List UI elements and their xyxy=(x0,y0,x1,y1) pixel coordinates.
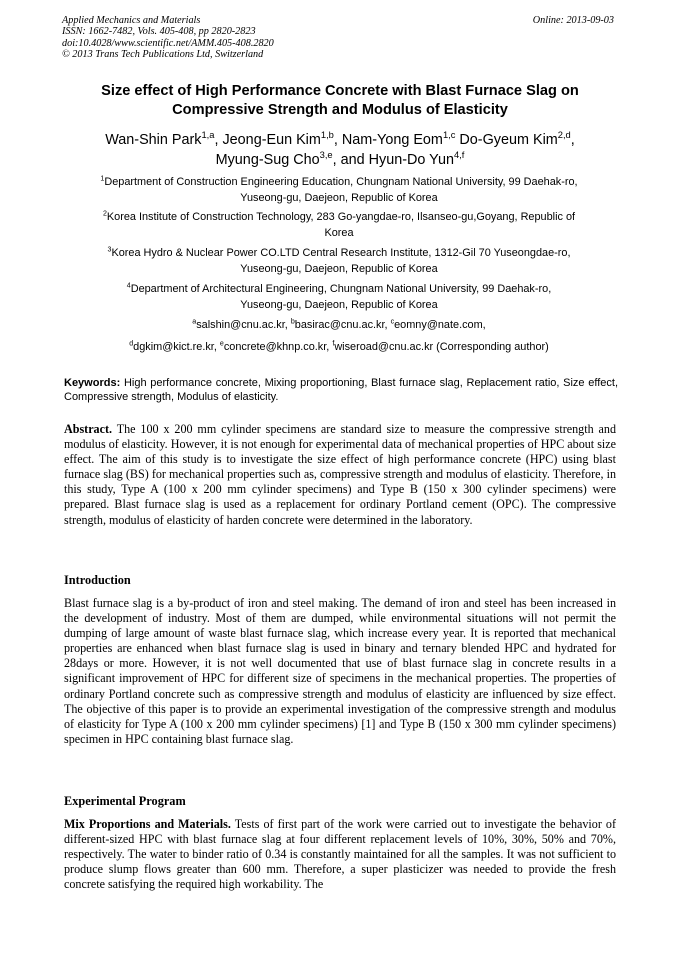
affiliation-line: Korea xyxy=(324,227,354,239)
affiliation-2 xyxy=(56,209,622,241)
author-name: Nam-Yong Eom xyxy=(341,132,443,148)
author-name: Hyun-Do Yun xyxy=(368,151,454,168)
email-line xyxy=(56,317,622,333)
online-date: Online: 2013-09-03 xyxy=(532,15,614,26)
abstract-label: Abstract. xyxy=(64,422,113,436)
affiliation-1 xyxy=(56,174,622,206)
author-affiliation-mark: 1,b xyxy=(320,130,334,141)
affiliation-line xyxy=(56,209,622,225)
paper-title-line: Size effect of High Performance Concrete with Blast Furnace Slag on xyxy=(101,83,579,99)
journal-header xyxy=(62,15,274,60)
email-list xyxy=(56,317,622,355)
paper-title xyxy=(50,82,630,120)
affiliation-line: Yuseong-gu, Daejeon, Republic of Korea xyxy=(240,299,438,311)
email-mark: b xyxy=(290,317,295,326)
paper-title-line: Compressive Strength and Modulus of Elasticity xyxy=(172,102,508,118)
author-line xyxy=(40,131,640,151)
keywords-text: High performance concrete, Mixing proportioning, Blast furnace slag, Replacement ratio, Size effect, Compressive strength, Modulus of elasticity. xyxy=(64,377,618,404)
journal-copyright: © 2013 Trans Tech Publications Ltd, Switzerland xyxy=(62,48,264,60)
journal-name: Applied Mechanics and Materials xyxy=(62,15,201,26)
email-mark: d xyxy=(129,339,134,348)
email-mark: a xyxy=(192,317,197,326)
author-affiliation-mark: 1,a xyxy=(201,130,215,141)
affiliation-line xyxy=(56,245,622,261)
author-affiliation-mark: 1,c xyxy=(442,130,456,141)
author-separator: , and xyxy=(332,151,369,168)
keywords-label: Keywords: xyxy=(64,377,121,389)
author-name: Myung-Sug Cho xyxy=(215,151,320,168)
email-address: concrete@khnp.co.kr, xyxy=(223,341,333,353)
subsection-heading: Mix Proportions and Materials. xyxy=(64,817,231,831)
abstract-text: The 100 x 200 mm cylinder specimens are standard size to measure the compressive strength and modulus of elasticity. However, it is not enough for experimental data of mechanical properties of HPC about size effect. The aim of this study is to investigate the size effect of high performance concrete (HPC) using blast furnace slag (BS) for mechanical properties such as, compressive strength and modulus of elasticity. Therefore, in this study, Type A (100 x 200 mm cylinder specimens) and Type B (150 x 300 cylinder specimens) were prepared. Blast furnace slag is used as a replacement for ordinary Portland cement (OPC). The compressive strength, modulus of elasticity of harden concrete were determined in the laboratory. xyxy=(64,422,616,527)
author-separator: , xyxy=(333,132,342,148)
journal-issn: ISSN: 1662-7482, Vols. 405-408, pp 2820-2823 xyxy=(62,26,256,38)
affiliation-text: Department of Architectural Engineering, Chungnam National University, 99 Daehak-ro, xyxy=(130,283,552,295)
affiliation-text: Korea Institute of Construction Technology, 283 Go-yangdae-ro, Ilsanseo-gu,Goyang, Republic of xyxy=(106,211,576,223)
author-affiliation-mark: 4,f xyxy=(453,149,465,160)
author-list xyxy=(40,131,640,170)
email-line xyxy=(56,339,622,355)
journal-doi: doi:10.4028/www.scientific.net/AMM.405-408.2820 xyxy=(62,37,274,49)
experimental-text: Tests of first part of the work were carried out to investigate the behavior of different-sized HPC with blast furnace slag at four different replacement levels of 10%, 30%, 50% and 70%, respectively. The water to binder ratio of 0.34 is constantly maintained for all the samples. It was not sufficient to produce slump flows greater than 600 mm. Therefore, a super plasticizer was needed to provide the fresh concrete satisfying the required high workability. The xyxy=(64,817,616,892)
email-address: dgkim@kict.re.kr, xyxy=(133,341,220,353)
abstract xyxy=(64,422,616,528)
author-separator: , xyxy=(570,132,575,148)
author-name: Do-Gyeum Kim xyxy=(459,132,558,148)
affiliation-number: 2 xyxy=(102,209,107,218)
affiliation-line: Yuseong-gu, Daejeon, Republic of Korea xyxy=(240,263,438,275)
email-address: wiseroad@cnu.ac.kr (Corresponding author) xyxy=(334,341,549,353)
section-heading-introduction: Introduction xyxy=(64,573,131,587)
affiliation-3 xyxy=(56,245,622,277)
affiliation-4 xyxy=(56,281,622,313)
email-mark: c xyxy=(390,317,395,326)
affiliation-line xyxy=(56,174,622,190)
affiliation-line: Yuseong-gu, Daejeon, Republic of Korea xyxy=(240,192,438,204)
author-name: Jeong-Eun Kim xyxy=(222,132,321,148)
email-address: eomny@nate.com, xyxy=(394,319,486,331)
affiliation-number: 1 xyxy=(100,174,105,183)
introduction-paragraph: Blast furnace slag is a by-product of iron and steel making. The demand of iron and steel has been increased in the development of industry. Most of them are dumped, while environmental situations will not permit the dumping of large amount of waste blast furnace slag, which increase every year. It is reported that mechanical properties are enhanced when blast furnace slag is used in binary and ternary blended HPC and hydrated for 28days or more. However, it is not well documented that use of blast furnace slag in concrete results in a significant improvement of HPC for different size of specimens in the mechanical properties. The properties of ordinary Portland concrete such as compressive strength and modulus of elasticity are influenced by size effect. The objective of this paper is to provide an experimental investigation of the compressive strength and modulus of elasticity for Type A (100 x 200 mm cylinder specimens) [1] and Type B (150 x 300 mm cylinder specimens) specimen in HPC containing blast furnace slag. xyxy=(64,596,616,746)
affiliation-number: 3 xyxy=(107,245,112,254)
affiliation-number: 4 xyxy=(126,281,131,290)
email-address: salshin@cnu.ac.kr, xyxy=(196,319,291,331)
email-mark: e xyxy=(219,339,224,348)
affiliation-text: Korea Hydro & Nuclear Power CO.LTD Central Research Institute, 1312-Gil 70 Yuseongdae-ro, xyxy=(111,247,571,259)
affiliation-line xyxy=(56,281,622,297)
email-address: basirac@cnu.ac.kr, xyxy=(294,319,391,331)
email-mark: f xyxy=(332,339,335,348)
affiliation-text: Department of Construction Engineering Education, Chungnam National University, 99 Daehak-ro, xyxy=(104,176,578,188)
section-heading-experimental: Experimental Program xyxy=(64,794,186,808)
author-line xyxy=(40,151,640,171)
author-name: Wan-Shin Park xyxy=(105,132,202,148)
keywords xyxy=(64,376,618,405)
experimental-paragraph xyxy=(64,817,616,892)
author-affiliation-mark: 3,e xyxy=(319,149,333,160)
author-affiliation-mark: 2,d xyxy=(557,130,571,141)
author-separator: , xyxy=(214,132,223,148)
